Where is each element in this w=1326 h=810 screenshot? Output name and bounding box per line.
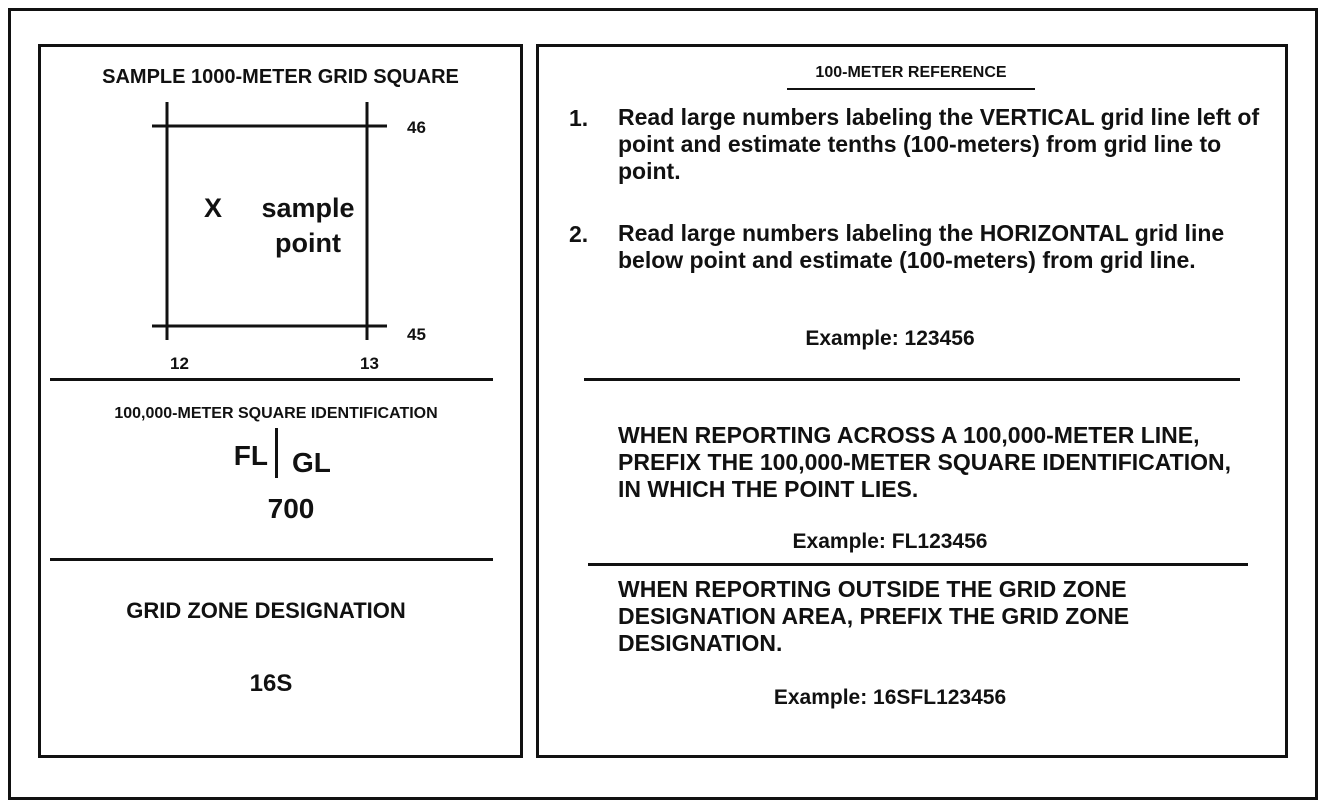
sample-point-label-line2: point <box>275 228 341 258</box>
square-id-right: GL <box>292 447 331 478</box>
square-id-left: FL <box>233 440 268 471</box>
example-fl123456: Example: FL123456 <box>792 530 988 553</box>
square-id-title: 100,000-METER SQUARE IDENTIFICATION <box>114 405 438 422</box>
reference-title: 100-METER REFERENCE <box>815 64 1007 81</box>
northing-label-top: 46 <box>407 118 426 137</box>
step2-text: Read large numbers labeling the HORIZONTAL grid line below point and estimate (100-meters) from grid line. <box>618 220 1225 273</box>
northing-label-bottom: 45 <box>407 325 426 344</box>
square-id-value: 700 <box>267 493 315 524</box>
reference-title-underline <box>787 88 1035 90</box>
across-text: WHEN REPORTING ACROSS A 100,000-METER LINE, PREFIX THE 100,000-METER SQUARE IDENTIFICATION, IN WHICH THE POINT LIES. <box>618 422 1232 502</box>
sample-point-label-line1: sample <box>261 193 355 223</box>
outside-text: WHEN REPORTING OUTSIDE THE GRID ZONE DESIGNATION AREA, PREFIX THE GRID ZONE DESIGNATION. <box>618 576 1130 656</box>
sample-point-marker: X <box>204 193 223 223</box>
right-divider-2 <box>588 563 1248 566</box>
left-divider-2 <box>50 558 493 561</box>
easting-label-left: 12 <box>170 354 189 373</box>
left-divider-1 <box>50 378 493 381</box>
step1-number: 1. <box>569 105 589 131</box>
gzd-title: GRID ZONE DESIGNATION <box>126 598 406 623</box>
right-divider-1 <box>584 378 1240 381</box>
example-16sfl123456: Example: 16SFL123456 <box>773 686 1007 709</box>
sample-grid-title: SAMPLE 1000-METER GRID SQUARE <box>102 66 459 88</box>
square-id-divider <box>275 428 278 478</box>
gzd-value: 16S <box>249 670 293 697</box>
easting-label-right: 13 <box>360 354 379 373</box>
step1-text: Read large numbers labeling the VERTICAL grid line left of point and estimate tenths (100-meters) from grid line to point. <box>618 104 1260 184</box>
example-123456: Example: 123456 <box>805 327 975 350</box>
step2-number: 2. <box>569 221 589 247</box>
